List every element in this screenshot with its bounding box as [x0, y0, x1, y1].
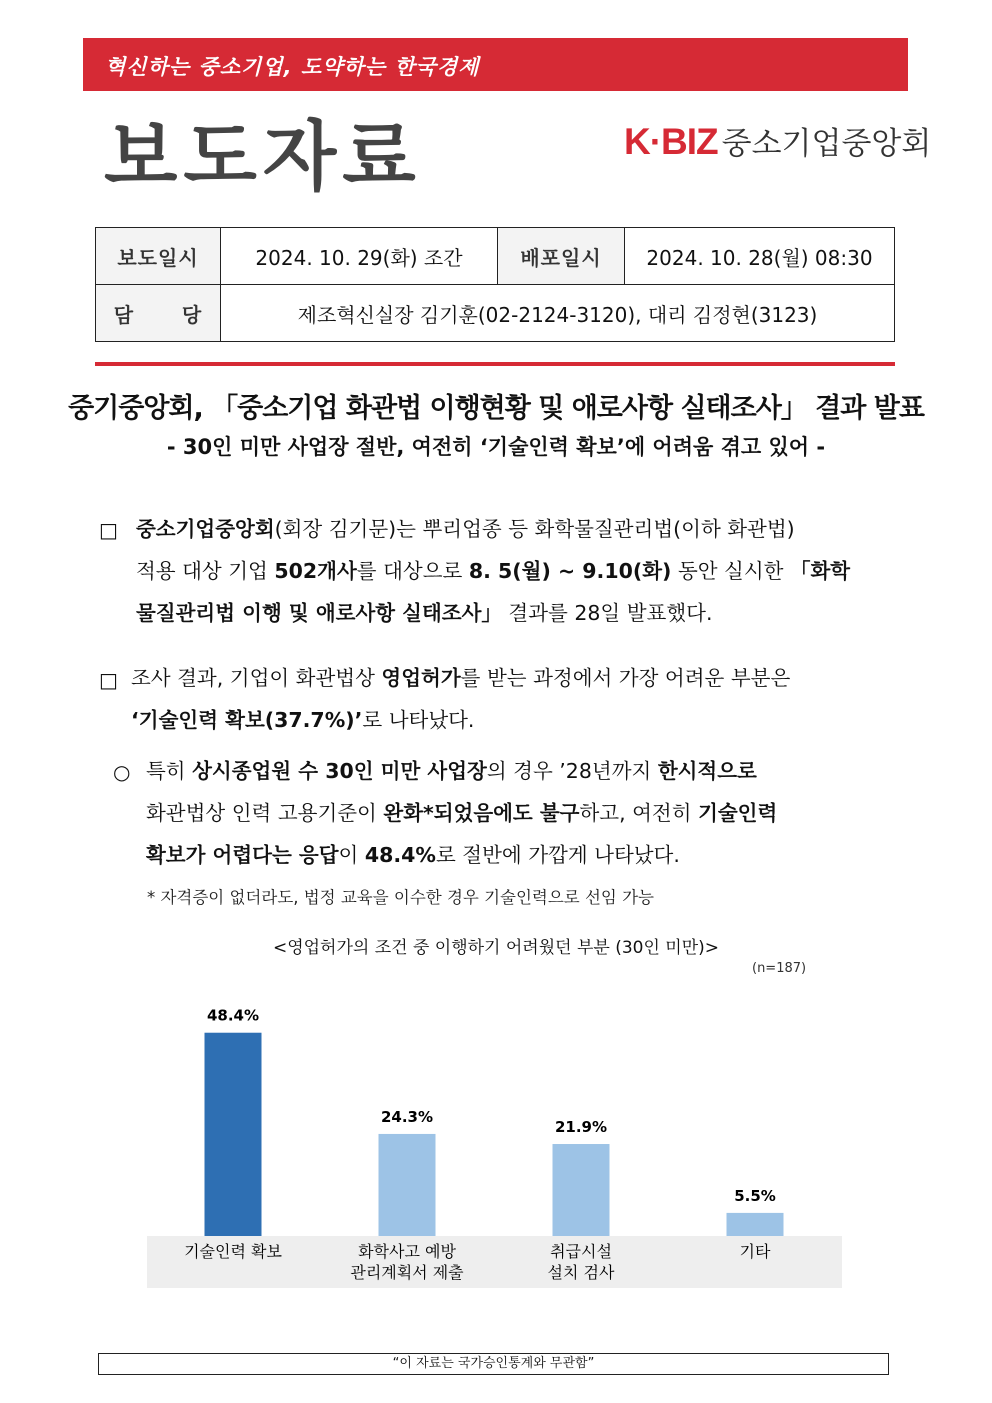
- paragraph-2-line-1: [131, 657, 790, 699]
- org-name: 중소기업중앙회: [136, 517, 275, 541]
- chart-sample-size: (n=187): [752, 961, 807, 976]
- difficulty-response: 확보가 어렵다는 응답: [146, 843, 339, 867]
- paragraph-2-line-2: [131, 699, 474, 741]
- main-headline: 중기중앙회, 「중소기업 화관법 이행현황 및 애로사항 실태조사」 결과 발표: [68, 393, 924, 424]
- footer-notice: “이 자료는 국가승인통계와 무관함”: [98, 1353, 889, 1375]
- data-label-3: 21.9%: [554, 1118, 608, 1137]
- business-license: 영업허가: [381, 666, 461, 690]
- text: 동안 실시한: [671, 559, 790, 583]
- paragraph-1-line-1: [136, 508, 795, 550]
- paragraph-3-line-1: [146, 750, 757, 792]
- category-label-4: 기타: [739, 1242, 771, 1261]
- document-title: 보도자료: [104, 112, 422, 201]
- text: (회장 김기문)는 뿌리업종 등 화학물질관리법(이하 화관법): [274, 517, 795, 541]
- paragraph-1-line-3: [136, 592, 712, 634]
- survey-period: 8. 5(월) ~ 9.10(화): [468, 559, 672, 583]
- key-finding: ‘기술인력 확보(37.7%)’: [131, 708, 363, 732]
- sub-headline: - 30인 미만 사업장 절반, 여전히 ‘기술인력 확보’에 어려움 겪고 있어 -: [166, 435, 826, 459]
- text: 이: [338, 843, 365, 867]
- data-label-2: 24.3%: [380, 1107, 434, 1126]
- contact-value: 제조혁신실장 김기훈(02-2124-3120), 대리 김정현(3123): [221, 285, 895, 342]
- text: 화관법상 인력 고용기준이: [146, 801, 384, 825]
- red-divider: [95, 362, 895, 366]
- bar-4: [727, 1213, 784, 1236]
- bar-1: [205, 1033, 262, 1236]
- distribute-date-label: 배포일시: [498, 228, 625, 285]
- bar-2: [379, 1134, 436, 1236]
- relaxation: 완화*되었음에도 불구: [383, 801, 580, 825]
- x-axis-band: [147, 1236, 842, 1288]
- category-label-3: 설치 검사: [547, 1263, 615, 1282]
- slogan-text: 혁신하는 중소기업, 도약하는 한국경제: [105, 55, 480, 79]
- release-date-label: 보도일시: [96, 228, 221, 285]
- temporary: 한시적으로: [657, 759, 757, 783]
- text: 로 절반에 가깝게 나타났다.: [435, 843, 680, 867]
- slogan-banner: [83, 38, 908, 91]
- distribute-date-value: 2024. 10. 28(월) 08:30: [625, 228, 895, 285]
- category-label-2: 화학사고 예방: [358, 1242, 456, 1261]
- category-label-1: 기술인력 확보: [184, 1242, 282, 1261]
- text: 를 대상으로: [356, 559, 469, 583]
- data-label-4: 5.5%: [734, 1186, 776, 1205]
- text: 조사 결과, 기업이 화관법상: [131, 666, 382, 690]
- category-label-2: 관리계획서 제출: [350, 1263, 464, 1282]
- paragraph-3-line-2: [146, 792, 777, 834]
- text: 적용 대상 기업: [136, 559, 275, 583]
- chart-title: <영업허가의 조건 중 이행하기 어려웠던 부분 (30인 미만)>: [272, 938, 720, 958]
- paragraph-3-line-3: [146, 834, 680, 876]
- small-business: 상시종업원 수 30인 미만 사업장: [192, 759, 487, 783]
- footnote: * 자격증이 없더라도, 법정 교육을 이수한 경우 기술인력으로 선임 가능: [147, 888, 654, 907]
- data-label-1: 48.4%: [206, 1006, 260, 1025]
- square-bullet: □: [99, 518, 118, 542]
- logo-name: 중소기업중앙회: [721, 126, 932, 162]
- text: 로 나타났다.: [362, 708, 475, 732]
- text: 특히: [146, 759, 193, 783]
- release-info-table: [95, 227, 895, 342]
- survey-name-start: 「화학: [790, 559, 851, 583]
- release-date-value: 2024. 10. 29(화) 조간: [221, 228, 498, 285]
- bar-3: [553, 1144, 610, 1236]
- text: 의 경우 ’28년까지: [486, 759, 658, 783]
- square-bullet: □: [99, 668, 118, 692]
- paragraph-1-line-2: [136, 550, 850, 592]
- text: 를 받는 과정에서 가장 어려운 부분은: [460, 666, 791, 690]
- percent-value: 48.4%: [364, 843, 436, 867]
- logo-mark: K·BIZ: [624, 121, 718, 162]
- contact-label: 담 당: [96, 285, 221, 342]
- survey-name-end: 물질관리법 이행 및 애로사항 실태조사」: [136, 601, 502, 625]
- tech-staff: 기술인력: [698, 801, 778, 825]
- category-label-3: 취급시설: [550, 1242, 612, 1261]
- circle-bullet: ○: [113, 760, 131, 784]
- company-count: 502개사: [274, 559, 357, 583]
- text: 결과를 28일 발표했다.: [501, 601, 713, 625]
- text: 하고, 여전히: [579, 801, 699, 825]
- kbiz-logo: [624, 118, 931, 163]
